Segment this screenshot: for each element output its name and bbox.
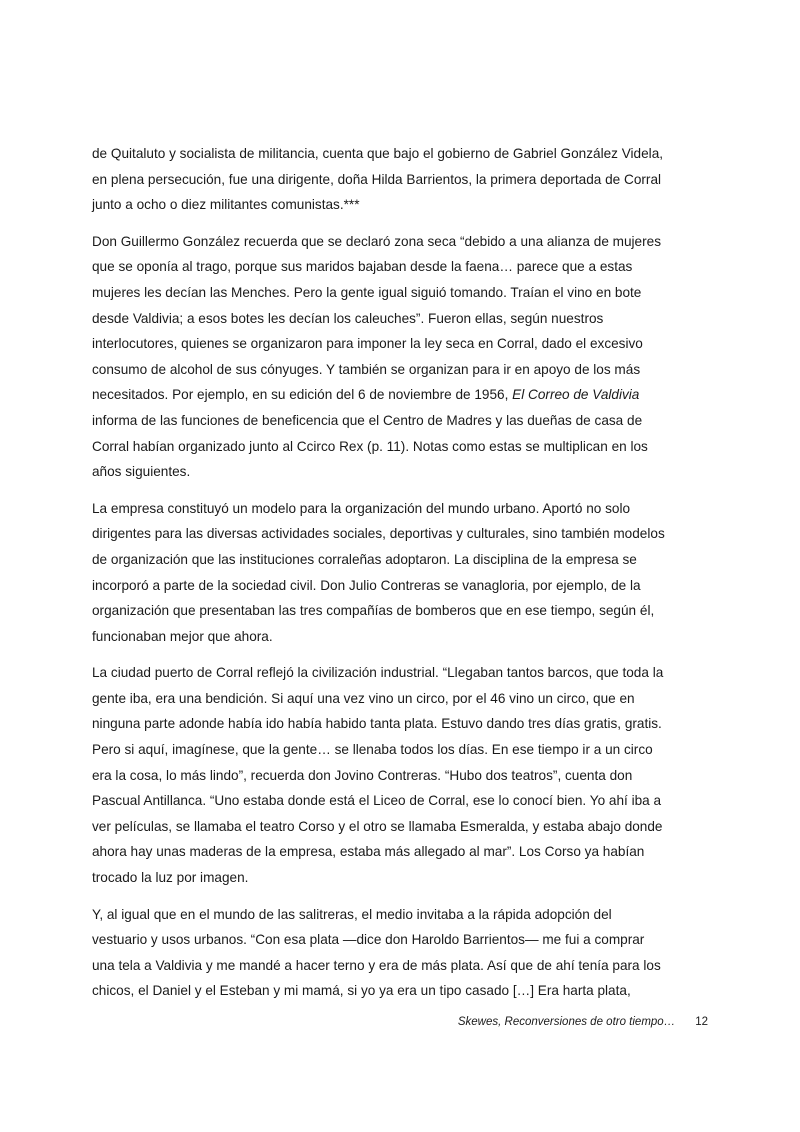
- text-line: dirigentes para las diversas actividades sociales, deportivas y culturales, sino también modelos: [92, 526, 665, 542]
- paragraph-5: [92, 902, 710, 1004]
- page-body: [92, 141, 710, 1015]
- text-line: informa de las funciones de beneficencia que el Centro de Madres y las dueñas de casa de: [92, 412, 643, 428]
- text-line: trocado la luz por imagen.: [92, 870, 249, 886]
- text-line: La ciudad puerto de Corral reflejó la civilización industrial. “Llegaban tantos barcos, que toda la: [92, 665, 664, 681]
- page-footer: [458, 1014, 708, 1030]
- text-line: Pero si aquí, imagínese, que la gente… se llenaba todos los días. En ese tiempo ir a un circo: [92, 742, 653, 758]
- text-line: Corral habían organizado junto al Ccirco Rex (p. 11). Notas como estas se multiplican en los: [92, 438, 648, 454]
- text-line: funcionaban mejor que ahora.: [92, 628, 273, 644]
- paragraph-2: [92, 229, 710, 485]
- text-line: en plena persecución, fue una dirigente, doña Hilda Barrientos, la primera deportada de Corral: [92, 171, 662, 187]
- text-line: gente iba, era una bendición. Si aquí una vez vino un circo, por el 46 vino un circo, que en: [92, 690, 635, 706]
- text-line: de Quitaluto y socialista de militancia, cuenta que bajo el gobierno de Gabriel González Videla,: [92, 146, 664, 161]
- text-run: necesitados. Por ejemplo, en su edición del 6 de noviembre de 1956,: [92, 387, 513, 403]
- text-line: La empresa constituyó un modelo para la organización del mundo urbano. Aportó no solo: [92, 500, 631, 516]
- footer-citation: [458, 1016, 675, 1028]
- text-line: interlocutores, quienes se organizaron para imponer la ley seca en Corral, dado el excesivo: [92, 336, 643, 352]
- text-line: consumo de alcohol de sus cónyuges. Y también se organizan para ir en apoyo de los más: [92, 361, 641, 377]
- text-line: una tela a Valdivia y me mandé a hacer terno y era de más plata. Así que de ahí tenía para los: [92, 957, 661, 973]
- footer-work-title: Reconversiones de otro tiempo…: [504, 1016, 676, 1028]
- text-line: chicos, el Daniel y el Esteban y mi mamá, si yo ya era un tipo casado […] Era harta plata,: [92, 983, 631, 999]
- page-number: 12: [695, 1016, 708, 1028]
- text-line: vestuario y usos urbanos. “Con esa plata —dice don Haroldo Barrientos— me fui a comprar: [92, 932, 645, 948]
- paragraph-3: [92, 496, 710, 650]
- text-line: era la cosa, lo más lindo”, recuerda don Jovino Contreras. “Hubo dos teatros”, cuenta don: [92, 767, 633, 783]
- text-line: ahora hay unas maderas de la empresa, estaba más allegado al mar”. Los Corso ya habían: [92, 844, 645, 860]
- text-line: Don Guillermo González recuerda que se declaró zona seca “debido a una alianza de mujeres: [92, 233, 662, 249]
- newspaper-title: El Correo de Valdivia: [512, 387, 640, 403]
- paragraph-1: [92, 141, 710, 218]
- text-line: Pascual Antillanca. “Uno estaba donde está el Liceo de Corral, ese lo conocí bien. Yo ahí iba a: [92, 793, 662, 809]
- text-line: ver películas, se llamaba el teatro Corso y el otro se llamaba Esmeralda, y estaba abajo donde: [92, 818, 663, 834]
- text-line: de organización que las instituciones corraleñas adoptaron. La disciplina de la empresa se: [92, 551, 637, 567]
- text-line: desde Valdivia; a esos botes les decían los caleuches”. Fueron ellas, según nuestros: [92, 310, 604, 326]
- footer-author: Skewes,: [457, 1016, 505, 1028]
- text-line: Y, al igual que en el mundo de las salitreras, el medio invitaba a la rápida adopción del: [92, 906, 612, 922]
- text-line: organización que presentaban las tres compañías de bomberos que en ese tiempo, según él,: [92, 603, 655, 619]
- text-line: incorporó a parte de la sociedad civil. Don Julio Contreras se vanagloria, por ejemplo, de la: [92, 577, 641, 593]
- text-line: que se oponía al trago, porque sus maridos bajaban desde la faena… parece que a estas: [92, 259, 633, 275]
- paragraph-4: [92, 660, 710, 890]
- text-line: mujeres les decían las Menches. Pero la gente igual siguió tomando. Traían el vino en bote: [92, 284, 642, 300]
- text-line: ninguna parte adonde había ido había habido tanta plata. Estuvo dando tres días gratis, gratis.: [92, 716, 662, 732]
- text-line: años siguientes.: [92, 464, 191, 480]
- text-line: junto a ocho o diez militantes comunistas.***: [92, 197, 360, 213]
- text-line: [92, 382, 710, 408]
